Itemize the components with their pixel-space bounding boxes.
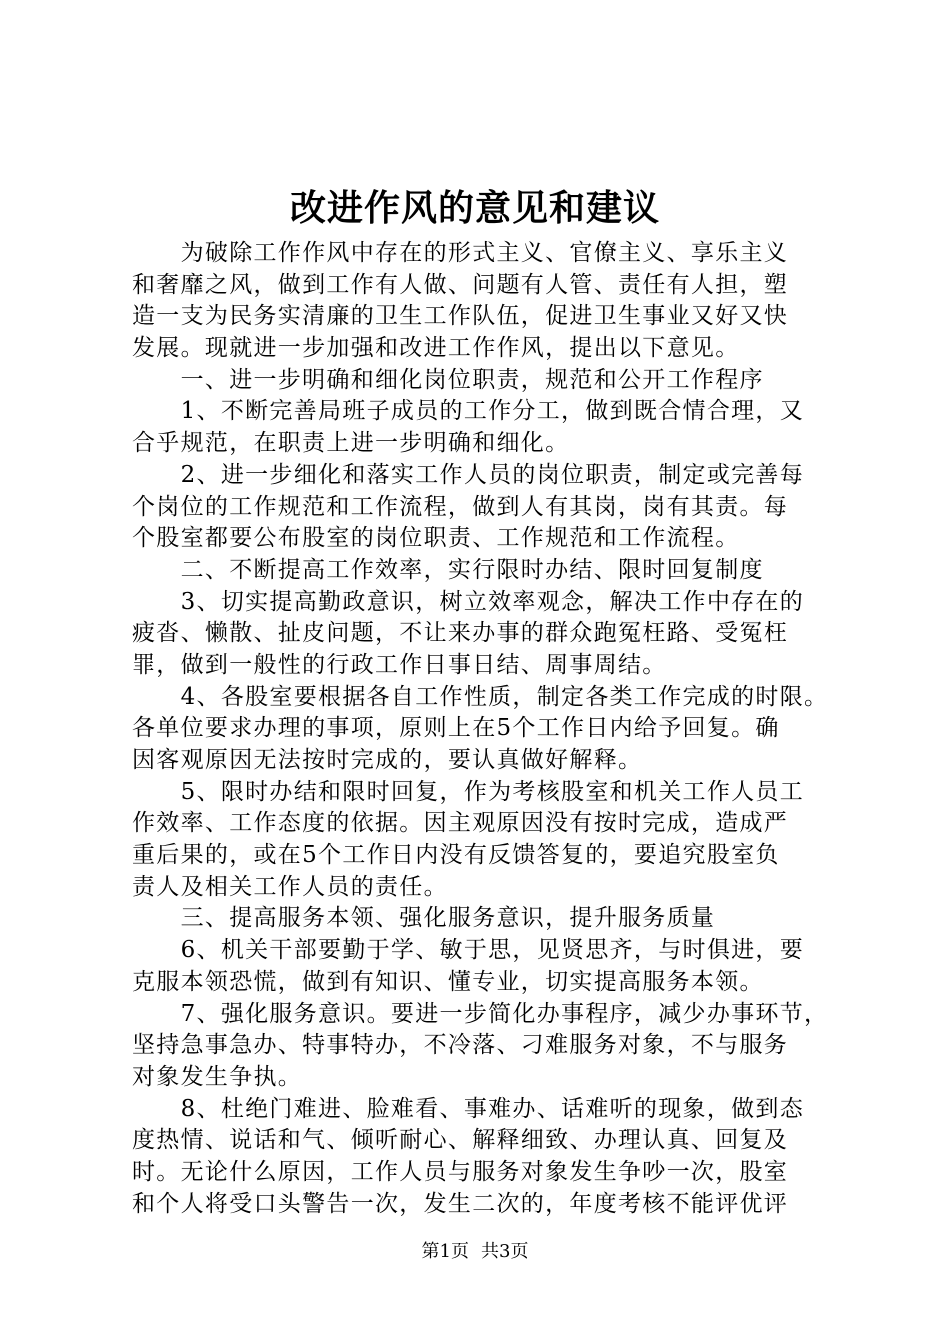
- page-total: 共3页: [481, 1241, 529, 1262]
- text-line: 8、杜绝门难进、脸难看、事难办、话难听的现象，做到态: [132, 1095, 805, 1122]
- text-line: 1、不断完善局班子成员的工作分工，做到既合情合理，又: [132, 398, 805, 425]
- text-line: 和个人将受口头警告一次，发生二次的，年度考核不能评优评: [132, 1190, 789, 1217]
- text-line: 对象发生争执。: [132, 1063, 303, 1090]
- text-line: 和奢靡之风，做到工作有人做、问题有人管、责任有人担，塑: [132, 271, 789, 298]
- page-footer: [0, 1240, 950, 1264]
- document-title: 改进作风的意见和建议: [289, 187, 660, 229]
- text-line: 7、强化服务意识。要进一步简化办事程序，减少办事环节，: [132, 1000, 829, 1027]
- section-heading-1: 一、进一步明确和细化岗位职责，规范和公开工作程序: [132, 366, 764, 393]
- text-line: 时。无论什么原因，工作人员与服务对象发生争吵一次，股室: [132, 1158, 789, 1185]
- section-heading-3: 三、提高服务本领、强化服务意识，提升服务质量: [132, 905, 716, 932]
- text-line: 发展。现就进一步加强和改进工作作风，提出以下意见。: [132, 335, 740, 362]
- text-line: 疲沓、懒散、扯皮问题，不让来办事的群众跑冤枉路、受冤枉: [132, 620, 789, 647]
- text-line: 克服本领恐慌，做到有知识、懂专业，切实提高服务本领。: [132, 968, 764, 995]
- text-line: 个岗位的工作规范和工作流程，做到人有其岗，岗有其责。每: [132, 493, 789, 520]
- text-line: 3、切实提高勤政意识，树立效率观念，解决工作中存在的: [132, 588, 805, 615]
- section-heading-2: 二、不断提高工作效率，实行限时办结、限时回复制度: [132, 556, 764, 583]
- text-line: 各单位要求办理的事项，原则上在5个工作日内给予回复。确: [132, 715, 780, 742]
- text-line: 作效率、工作态度的依据。因主观原因没有按时完成，造成严: [132, 810, 789, 837]
- text-line: 2、进一步细化和落实工作人员的岗位职责，制定或完善每: [132, 461, 805, 488]
- text-line: 罪，做到一般性的行政工作日事日结、周事周结。: [132, 651, 667, 678]
- text-line: 5、限时办结和限时回复，作为考核股室和机关工作人员工: [132, 778, 805, 805]
- text-line: 因客观原因无法按时完成的，要认真做好解释。: [132, 747, 643, 773]
- text-line: 坚持急事急办、特事特办，不冷落、刁难服务对象，不与服务: [132, 1032, 789, 1059]
- text-line: 度热情、说话和气、倾听耐心、解释细致、办理认真、回复及: [132, 1127, 789, 1154]
- text-line: 个股室都要公布股室的岗位职责、工作规范和工作流程。: [132, 525, 740, 552]
- text-line: 造一支为民务实清廉的卫生工作队伍，促进卫生事业又好又快: [132, 303, 789, 330]
- text-line: 6、机关干部要勤于学、敏于思，见贤思齐，与时俱进，要: [132, 937, 805, 964]
- text-line: 为破除工作作风中存在的形式主义、官僚主义、享乐主义: [132, 240, 789, 266]
- text-line: 责人及相关工作人员的责任。: [132, 873, 448, 900]
- page-number: 第1页: [421, 1241, 469, 1262]
- document-body: [132, 238, 832, 1220]
- text-line: 合乎规范，在职责上进一步明确和细化。: [132, 430, 570, 457]
- text-line: 4、各股室要根据各自工作性质，制定各类工作完成的时限。: [132, 683, 829, 710]
- text-line: 重后果的，或在5个工作日内没有反馈答复的，要追究股室负: [132, 842, 780, 869]
